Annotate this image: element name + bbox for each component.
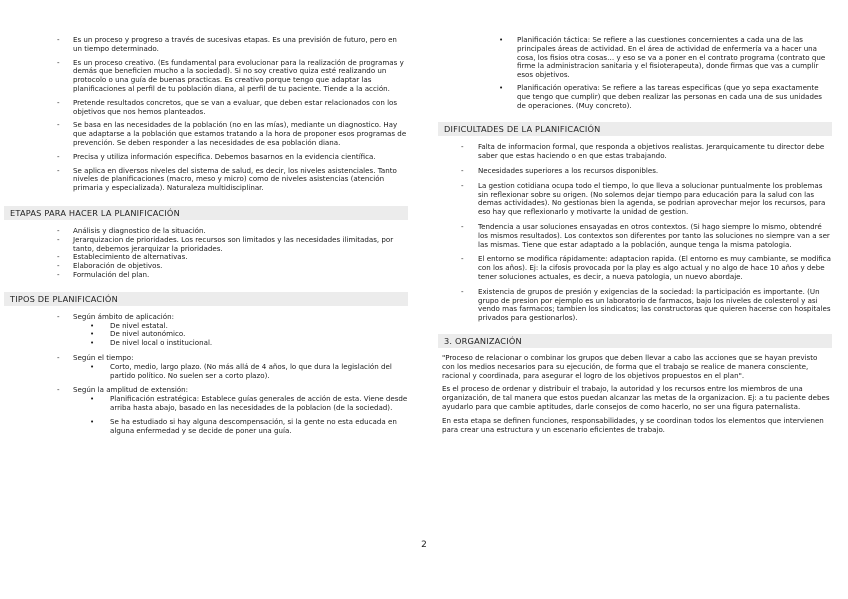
list-item: - Precisa y utiliza información especifica. Debemos basarnos en la evidencia científica. (57, 151, 376, 161)
list-item: - Es un proceso y progreso a través de sucesivas etapas. Es una previsión de futuro, pero en un tiempo determinado. (57, 35, 397, 53)
list-item: • Planificación operativa: Se refiere a las tareas especificas (que yo sepa exactamente que tengo que cumplir) que deben realizar las personas en cada una de sus unidades de operaciones. (Muy concreto). (499, 82, 823, 110)
list-item: - El entorno se modifica rápidamente: adaptacion rapida. (El entorno es muy cambiante, se modifica con los años). Ej: la cifosis provocada por la play es algo actual y no algo de hace 10 años y debe tener soluciones actuales, es decir, a nueva patologia, un nuevo abordaje. (461, 254, 832, 281)
list-item: - Elaboración de objetivos. (57, 261, 163, 271)
list-item: • Planificación táctica: Se refiere a las cuestiones concernientes a cada una de las principales áreas de actividad. En el área de actividad de enfermería va a hacer una cosa, los fisios otra cosas… y eso se va a poner en el contrato programa (contrato que firme la administracion sanitaria y el fisioterapeuta), donde firmas que vas a cumplir esos objetivos. (499, 35, 826, 80)
tiempo-item: - Según el tiempo: (57, 352, 134, 362)
list-item: - Se aplica en diversos niveles del sistema de salud, es decir, los niveles asistenciales. Tanto niveles de planificaciones (macro, meso y micro) como de niveles asistencias (atención primaria y especializada). Naturaleza multidisciplinar. (57, 165, 397, 193)
list-item: - Existencia de grupos de presión y exigencias de la sociedad: la participación es importante. (Un grupo de presion por ejemplo es un laboratorio de farmacos, bajo los niveles de colesterol y asi vendo mas farmacos; tambien los sindicatos; las constructoras que quieren hacerse con hospitales privados para gestionarlos). (461, 286, 831, 323)
organizacion-paragraph: En esta etapa se definen funciones, responsabilidades, y se coordinan todos los elementos que intervienen para crear una estructura y un escenario eficientes de trabajo. (442, 415, 824, 434)
organizacion-heading: 3. ORGANIZACIÓN (438, 334, 832, 348)
list-item: - Formulación del plan. (57, 269, 150, 279)
list-item: • Se ha estudiado si hay alguna descompensación, si la gente no esta educada en alguna enfermedad y se decide de poner una guía. (90, 416, 397, 435)
list-item: • De nivel autonómico. (90, 329, 186, 339)
ambito-list (0, 322, 424, 348)
amplitud-item: - Según la amplitud de extensión: (57, 385, 189, 395)
intro-list (0, 36, 424, 193)
amplitud-list (0, 395, 424, 435)
list-item: - Análisis y diagnostico de la situación. (57, 225, 206, 235)
list-item: - La gestion cotidiana ocupa todo el tiempo, lo que lleva a solucionar puntualmente los problemas sin reflexionar sobre su origen. (No solemos dejar tiempo para educación para la salud con las demas actividades). No gestionas bien la agenda, se podrian aprovechar mejor los recursos, para eso hay que reflexionarlo y motivarte la unidad de gestion. (461, 180, 826, 217)
tactica-list (424, 36, 848, 110)
right-column (424, 0, 848, 434)
etapas-heading: ETAPAS PARA HACER LA PLANIFICACIÓN (4, 206, 408, 220)
list-item: - Tendencia a usar soluciones ensayadas en otros contextos. (Si hago siempre lo mismo, obtendré los mismos resultados). Los contextos son diferentes por tanto las soluciones no siempre van a ser las mismas. Tiene que estar adaptado a la población, aunque tenga la misma patologia. (461, 221, 830, 249)
left-column (0, 0, 424, 435)
list-item: - Es un proceso creativo. (Es fundamental para evolucionar para la realización de programas y demás que beneficien mucho a la sociedad). Si no soy creativo quiza esté realizando un protocolo o una guía de buenas practicas. Es creativo porque tengo que adaptar las planificaciones al perfil de tu población diana, al perfil de tu paciente. Tiende a la acción. (57, 57, 404, 93)
page-number: 2 (421, 540, 427, 550)
list-item: - Necesidades superiores a los recursos disponibles. (461, 165, 659, 175)
list-item: - Falta de informacion formal, que responda a objetivos realistas. Jerarquicamente tu director debe saber que estas haciendo o en que estas trabajando. (461, 142, 825, 161)
ambito-item: - Según ámbito de aplicación: (57, 311, 174, 321)
list-item: - Jerarquizacion de prioridades. Los recursos son limitados y las necesidades ilimitadas, por tanto, debemos jerarquizar la prioridades. (57, 234, 394, 253)
list-item: • Corto, medio, largo plazo. (No más allá de 4 años, lo que dura la legislación del partido político. No suelen ser a corto plazo). (90, 361, 392, 380)
organizacion-paragraph: Es el proceso de ordenar y distribuir el trabajo, la autoridad y los recursos entre los miembros de una organización, de tal manera que estos puedan alcanzar las metas de la organizacion. Ej: a tu paciente debes ayudarlo para que cambie aptitudes, darle consejos de como hacerlo, no ser una figura paternalista. (442, 384, 830, 411)
dificultades-heading: DIFICULTADES DE LA PLANIFICACIÓN (438, 122, 832, 136)
dificultades-list (424, 143, 848, 323)
list-item: - Establecimiento de alternativas. (57, 252, 188, 262)
list-item: • Planificación estratégica: Establece guías generales de acción de esta. Viene desde arriba hasta abajo, basado en las necesidades de la poblacion (de la sociedad). (90, 394, 408, 412)
etapas-list (0, 227, 424, 280)
list-item: - Pretende resultados concretos, que se van a evaluar, que deben estar relacionados con los objetivos que nos hemos planteados. (57, 97, 398, 116)
list-item: • De nivel local o institucional. (90, 338, 213, 348)
list-item: • De nivel estatal. (90, 320, 168, 330)
list-item: - Se basa en las necesidades de la población (no en las mías), mediante un diagnostico. Hay que adaptarse a la población que estamos tratando a la hora de proponer esos programas de prevención. Se deben responder a las necesidades de esa población diana. (57, 120, 407, 147)
tiempo-list (0, 363, 424, 381)
organizacion-paragraph: "Proceso de relacionar o combinar los grupos que deben llevar a cabo las acciones que se hayan previsto con los medios necesarios para su ejecución, de forma que el trabajo se realice de manera consciente, racional y coordinada, para asegurar el logro de los objetivos propuestos en el plan". (442, 352, 818, 380)
tipos-heading: TIPOS DE PLANIFICACIÓN (4, 292, 408, 306)
